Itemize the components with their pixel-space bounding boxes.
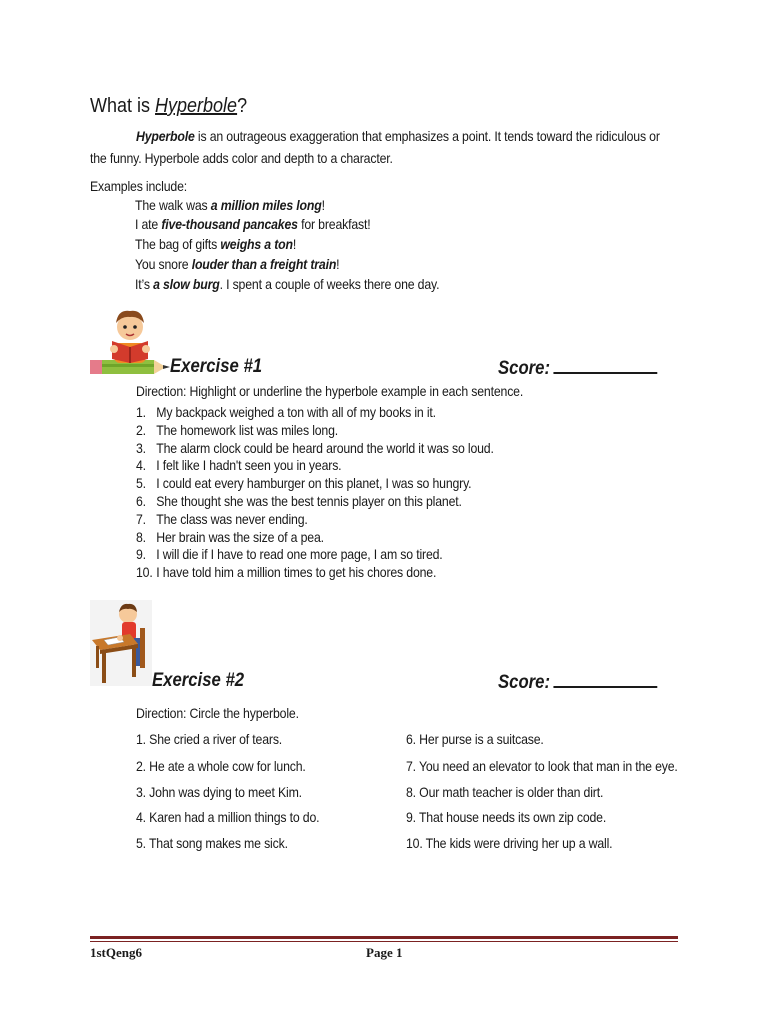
- exercise1-direction: Direction: Highlight or underline the hyperbole example in each sentence.: [136, 383, 524, 399]
- example-item: [135, 196, 439, 215]
- exercise2-item: 8. Our math teacher is older than dirt.: [406, 784, 604, 800]
- example-text: The walk was: [135, 197, 211, 213]
- exercise2-item: 9. That house needs its own zip code.: [406, 809, 607, 825]
- example-text: !: [321, 197, 325, 213]
- exercise1-score: [498, 356, 657, 380]
- item-text: The class was never ending.: [156, 510, 308, 527]
- example-text: for breakfast!: [297, 216, 371, 232]
- examples-heading: Examples include:: [90, 178, 187, 194]
- list-item: [136, 440, 494, 458]
- exercise2-item: 5. That song makes me sick.: [136, 835, 288, 851]
- score-label: Score:: [498, 358, 551, 379]
- item-text: I could eat every hamburger on this planet, I was so hungry.: [156, 475, 472, 492]
- example-emphasis: louder than a freight train: [191, 256, 337, 272]
- intro-line-1: [136, 128, 660, 144]
- example-item: [135, 274, 439, 294]
- exercise2-item: 2. He ate a whole cow for lunch.: [136, 758, 306, 774]
- item-number: 4.: [136, 457, 146, 474]
- intro-line1-rest: is an outrageous exaggeration that emphasizes a point. It tends toward the ridiculous or: [194, 128, 660, 144]
- item-text: The alarm clock could be heard around the world it was so loud.: [156, 439, 494, 456]
- exercise2-item: 6. Her purse is a suitcase.: [406, 731, 544, 747]
- example-emphasis: a million miles long: [210, 197, 322, 213]
- exercise2-item: 1. She cried a river of tears.: [136, 731, 283, 747]
- example-text: . I spent a couple of weeks there one day.: [219, 276, 440, 292]
- item-number: 10.: [136, 564, 153, 581]
- example-text: You snore: [135, 256, 192, 272]
- boy-reading-on-pencil-icon: [88, 305, 172, 377]
- item-text: I felt like I hadn't seen you in years.: [156, 457, 342, 474]
- example-emphasis: weighs a ton: [220, 236, 293, 252]
- list-item: [136, 546, 494, 564]
- example-text: I ate: [135, 216, 162, 232]
- title-suffix: ?: [237, 95, 248, 117]
- exercise2-title: Exercise #2: [152, 670, 245, 691]
- exercise2-item: 4. Karen had a million things to do.: [136, 809, 320, 825]
- footer-rule: [90, 936, 678, 939]
- score-blank[interactable]: [554, 670, 658, 688]
- exercise2-item: 7. You need an elevator to look that man in the eye.: [406, 758, 678, 774]
- intro-line-2: the funny. Hyperbole adds color and depth to a character.: [90, 150, 393, 166]
- exercise1-list: [136, 404, 494, 582]
- item-text: I have told him a million times to get his chores done.: [156, 564, 437, 581]
- footer-rule-thin: [90, 941, 678, 942]
- intro-term: Hyperbole: [136, 128, 195, 144]
- example-text: !: [336, 256, 340, 272]
- exercise2-score: [498, 670, 657, 694]
- item-number: 6.: [136, 492, 146, 509]
- item-text: The homework list was miles long.: [156, 421, 339, 438]
- item-number: 5.: [136, 475, 146, 492]
- footer-left: 1stQeng6: [90, 945, 142, 960]
- exercise2-item: 3. John was dying to meet Kim.: [136, 784, 302, 800]
- example-item: [135, 215, 439, 234]
- example-text: !: [292, 236, 297, 252]
- example-text: The bag of gifts: [135, 236, 221, 252]
- boy-writing-at-desk-icon: [90, 600, 152, 686]
- title-prefix: What is: [90, 95, 156, 117]
- title-term: Hyperbole: [155, 95, 238, 117]
- item-number: 9.: [136, 546, 146, 563]
- item-number: 8.: [136, 528, 146, 545]
- exercise1-title: Exercise #1: [170, 356, 263, 377]
- exercise2-item: 10. The kids were driving her up a wall.: [406, 835, 613, 851]
- item-text: My backpack weighed a ton with all of my books in it.: [156, 404, 436, 420]
- item-number: 2.: [136, 421, 146, 438]
- list-item: [136, 404, 494, 422]
- item-number: 3.: [136, 439, 146, 456]
- score-label: Score:: [498, 672, 551, 693]
- item-text: Her brain was the size of a pea.: [156, 528, 324, 545]
- exercise2-direction: Direction: Circle the hyperbole.: [136, 705, 299, 721]
- example-text: It’s: [135, 276, 154, 292]
- list-item: [136, 493, 494, 511]
- page-title: [90, 95, 247, 118]
- list-item: [136, 564, 494, 582]
- item-number: 1.: [136, 404, 146, 420]
- list-item: [136, 457, 494, 475]
- examples-list: [135, 196, 481, 294]
- list-item: [136, 529, 494, 547]
- list-item: [136, 511, 494, 529]
- list-item: [136, 422, 494, 440]
- example-item: [135, 254, 439, 274]
- page-number: Page 1: [366, 945, 403, 960]
- item-text: I will die if I have to read one more page, I am so tired.: [156, 546, 443, 563]
- item-number: 7.: [136, 510, 146, 527]
- example-item: [135, 234, 439, 254]
- item-text: She thought she was the best tennis player on this planet.: [156, 492, 462, 509]
- list-item: [136, 475, 494, 493]
- example-emphasis: a slow burg: [153, 276, 220, 292]
- score-blank[interactable]: [554, 356, 658, 374]
- example-emphasis: five-thousand pancakes: [161, 216, 298, 232]
